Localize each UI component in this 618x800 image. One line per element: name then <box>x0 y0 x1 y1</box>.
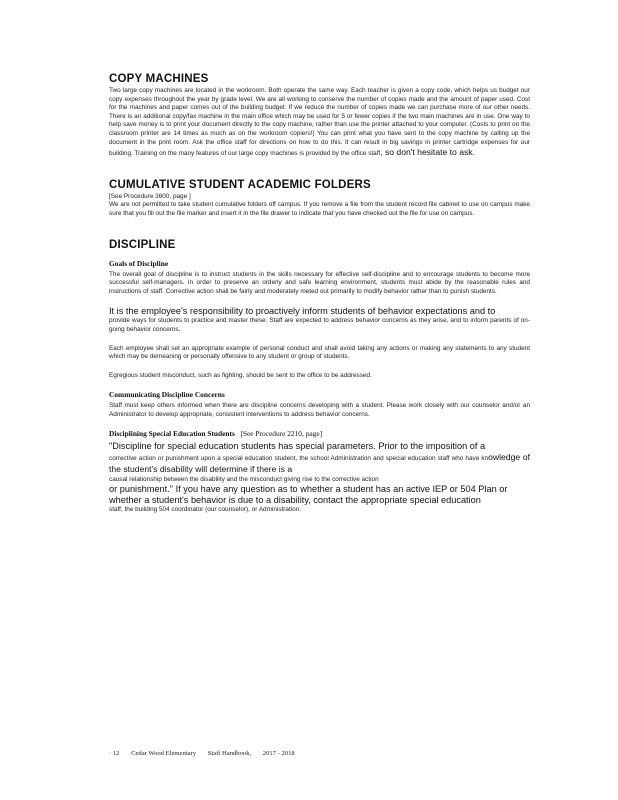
special-education-paragraph <box>109 452 530 475</box>
special-education-quote-line-2: owledge of the student's disability will determine if there is a <box>109 452 530 475</box>
special-education-quote-line-1: "Discipline for special education students has special parameters. Prior to the imposition of a <box>109 441 486 452</box>
egregious-misconduct-paragraph: Egregious student misconduct, such as fighting, should be sent to the office to be addressed. <box>109 371 372 379</box>
page-footer <box>109 750 439 757</box>
cumulative-folders-paragraph: We are not permitted to take student cumulative folders off campus. If you remove a file from the student record file cabinet to use on campus make sure that you fill out the file marker and insert it in the file drawer to indicate that you have checked out the file for use on campus. <box>109 201 530 217</box>
footer-document-title: Staff Handbook, <box>207 750 252 757</box>
copy-machines-heading: COPY MACHINES <box>109 73 209 85</box>
footer-page-number: · 12 <box>109 750 120 757</box>
copy-machines-section <box>109 73 530 159</box>
special-education-small-2: causal relationship between the disability and the misconduct giving rise to the corrective action <box>109 475 379 483</box>
page-content <box>109 73 530 515</box>
discipline-section <box>109 239 530 515</box>
discipline-heading: DISCIPLINE <box>109 238 176 251</box>
copy-machines-text: Two large copy machines are located in the workroom. Both operate the same way. Each teacher is given a copy code, which helps us budget our copy expenses throughout the year by grade level. We are all working to conserve the number of copies made and the amount of paper used. Cost for the machines and paper comes out of the building budget. If we reduce the number of copies made we can purchase more of our other needs. There is an additional copy/fax machine in the main office which may be used for 5 or fewer copies if the two main machines are in use. One way to help save money is to print your document directly to the copy machine, rather than use the printer attached to your computer. (Costs to print on the classroom printer are 14 times as much as on the workroom copiers!) You can print what you have sent to the copy machine by calling up the document in the print room. Ask the office staff for directions on how to do this. It can result in big savings in printer cartridge expenses for our building. Training on the many features of our large copy machines is provided by the office staff <box>109 87 530 158</box>
footer-school-name: Cedar Wood Elementary <box>131 750 197 757</box>
goals-of-discipline-paragraph: The overall goal of discipline is to instruct students in the skills necessary for effective self-discipline and to encourage students to become more successful self-managers. In order to preserve an orderly and safe learning environment, students must abide by the reasonable rules and instructions of staff. Corrective action shall be fairly and moderately meted out primarily to modify behavior rather than to punish students. <box>109 270 530 295</box>
cumulative-folders-heading: CUMULATIVE STUDENT ACADEMIC FOLDERS <box>109 178 371 191</box>
communicating-concerns-paragraph: Staff must keep others informed when there are discipline concerns developing with a student. Please work closely with our counselor and/or an Administrator to develop appropriate, consistent interventions to address behavior concerns. <box>109 402 530 418</box>
employee-responsibility-paragraph: provide ways for students to practice and master these. Staff are expected to address behavior concerns as they arise, and to inform parents of on-going behavior concerns. <box>109 317 530 333</box>
cumulative-folders-reference: [See Procedure 3600, page ] <box>109 192 191 200</box>
special-education-small-3: staff, the building 504 coordinator (our counselor), or Administration. <box>109 506 302 514</box>
special-education-title: Disciplining Special Education Students <box>109 429 235 439</box>
special-education-quote-line-3: or punishment." If you have any question as to whether a student has an active IEP or 504 Plan or whether a student's behavior is due to a disability, contact the appropriate special education <box>109 484 508 506</box>
cumulative-folders-section <box>109 179 530 219</box>
copy-machines-paragraph <box>109 87 530 159</box>
special-education-heading <box>109 429 530 438</box>
goals-of-discipline-heading: Goals of Discipline <box>109 258 169 268</box>
special-education-reference: [See Procedure 2210, page] <box>240 429 323 439</box>
copy-machines-text-end: , so don't hesitate to ask. <box>380 147 475 158</box>
communicating-concerns-heading: Communicating Discipline Concerns <box>109 390 225 400</box>
employee-responsibility-line: It is the employee's responsibility to proactively inform students of behavior expectations and to <box>109 306 496 317</box>
special-education-small-1: corrective action or punishment upon a special education student, the school Administration and special education staff who have kn <box>109 455 489 463</box>
footer-school-years: 2017 - 2018 <box>262 750 295 757</box>
employee-example-paragraph: Each employee shall set an appropriate example of personal conduct and shall avoid taking any actions or making any statements to any student which may be demeaning or personally offensive to any student or group of students. <box>109 344 530 361</box>
